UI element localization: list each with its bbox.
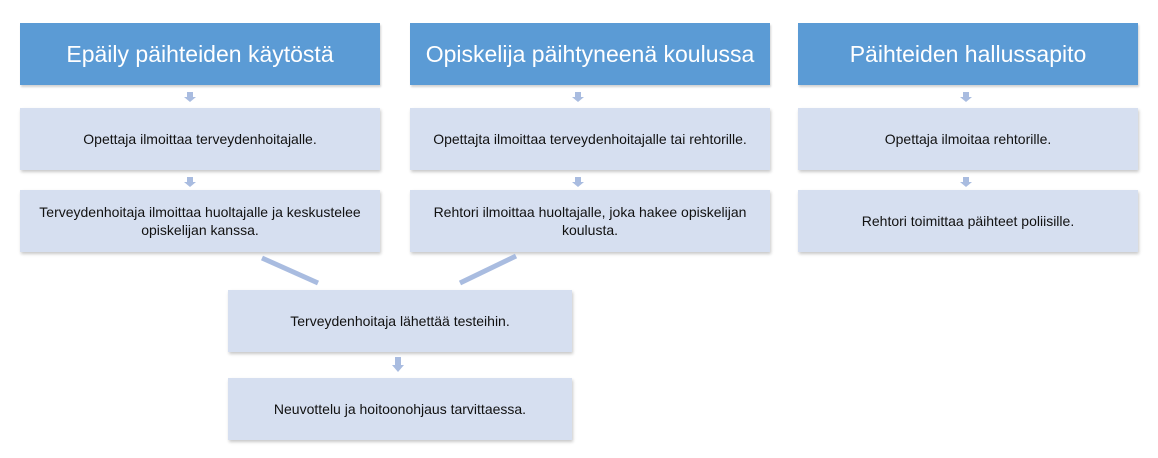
- step-box-col1-1: Opettaja ilmoittaa terveydenhoitajalle.: [20, 108, 380, 170]
- step-box-col2-1: Opettajta ilmoittaa terveydenhoitajalle tai rehtorille.: [410, 108, 770, 170]
- step-box-col3-2: Rehtori toimittaa päihteet poliisille.: [798, 190, 1138, 252]
- step-box-col2-2: Rehtori ilmoittaa huoltajalle, joka hakee opiskelijan koulusta.: [410, 190, 770, 252]
- step-box-col3-1: Opettaja ilmoitaa rehtorille.: [798, 108, 1138, 170]
- connector-left: [262, 258, 318, 283]
- merged-step-box-2: Neuvottelu ja hoitoonohjaus tarvittaessa.: [228, 378, 572, 440]
- header-epaily-paihteiden-kaytosta: Epäily päihteiden käytöstä: [20, 23, 380, 85]
- step-box-col1-2: Terveydenhoitaja ilmoittaa huoltajalle ja keskustelee opiskelijan kanssa.: [20, 190, 380, 252]
- connector-right: [460, 256, 516, 283]
- merged-step-box-1: Terveydenhoitaja lähettää testeihin.: [228, 290, 572, 352]
- header-opiskelija-paihtyneena-koulussa: Opiskelija päihtyneenä koulussa: [410, 23, 770, 85]
- header-paihteiden-hallussapito: Päihteiden hallussapito: [798, 23, 1138, 85]
